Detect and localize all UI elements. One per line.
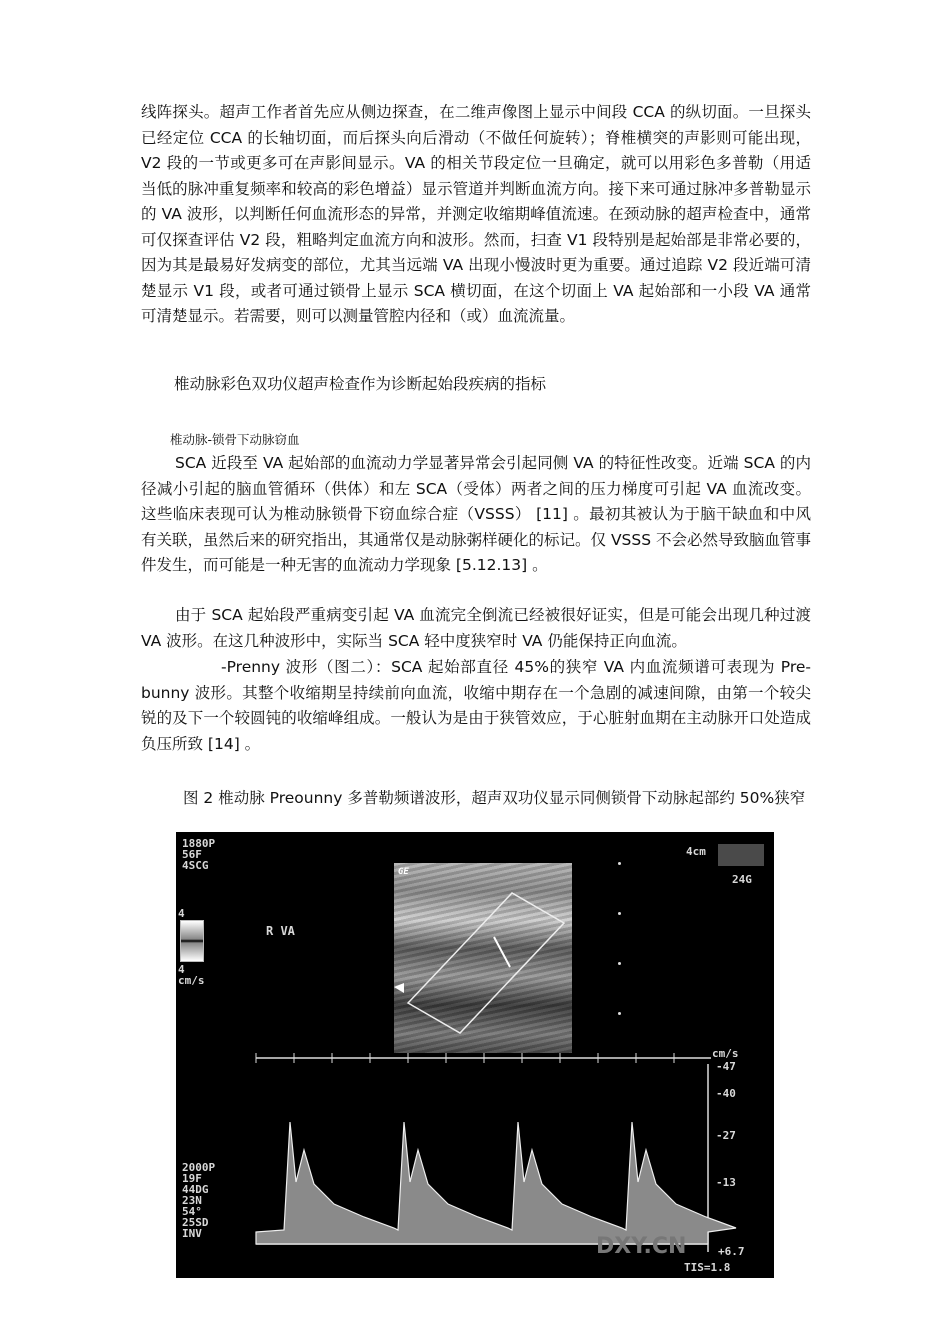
us-tick-label: +6.7 [718,1245,745,1258]
body-paragraph-4: -Prenny 波形（图二）：SCA 起始部直径 45%的狭窄 VA 内血流频谱可表现为 Pre-bunny 波形。其整个收缩期呈持续前向血流，收缩中期存在一个急剧的减速间隙，由第一个较尖锐的及下一个较圆钝的收缩峰组成。一般认为是由于狭管效应，于心脏射血期在主动脉开口处造成负压所致 [14] 。 [141,658,811,753]
doppler-spectrum [176,832,774,1278]
us-scale-unit: cm/s [712,1047,739,1060]
us-tick-label: -13 [716,1176,736,1189]
figure-caption: 图 2 椎动脉 Preounny 多普勒频谱波形，超声双功仪显示同侧锁骨下动脉起部约 50%狭窄 [183,789,806,807]
us-ge-mark: GE [398,867,409,877]
us-tick-label: -40 [716,1087,736,1100]
us-depth: 4cm [686,845,706,858]
us-tis: TIS=1.8 [684,1261,731,1274]
us-gain: 24G [732,873,752,886]
us-doppler-params: 2000P 19F 44DG 23N 54° 25SD INV [182,1161,216,1240]
us-color-scale-bottom: 4 cm/s [178,963,205,987]
us-color-scale-top: 4 [178,907,185,920]
us-top-left-params: 1880P 56F 4SCG [182,837,216,872]
doppler-waveform [256,1122,736,1244]
section-heading: 椎动脉彩色双功仪超声检查作为诊断起始段疾病的指标 [174,375,547,393]
us-tick-label: -47 [716,1060,736,1073]
body-paragraph-2: SCA 近段至 VA 起始部的血流动力学显著异常会引起同侧 VA 的特征性改变。近端 SCA 的内径减小引起的脑血管循环（供体）和左 SCA（受体）两者之间的压力梯度可引起 VA 血流改变。这些临床表现可认为椎动脉锁骨下窃血综合症（VSSS） [11] 。最初其被认为于脑干缺血和中风有关联，虽然后来的研究指出，其通常仅是动脉粥样硬化的标记。仅 VSSS 不会必然导致脑血管事件发生，而可能是一种无害的血流动力学现象 [5.12.13] 。 [141,454,811,574]
us-watermark: DXY.CN [596,1234,687,1259]
us-label-rva: R VA [266,924,295,938]
body-paragraph-1: 线阵探头。超声工作者首先应从侧边探查，在二维声像图上显示中间段 CCA 的纵切面。一旦探头已经定位 CCA 的长轴切面，而后探头向后滑动（不做任何旋转）；脊椎横突的声影则可能出现，V2 段的一节或更多可在声影间显示。VA 的相关节段定位一旦确定，就可以用彩色多普勒（用适当低的脉冲重复频率和较高的彩色增益）显示管道并判断血流方向。接下来可通过脉冲多普勒显示的 VA 波形，以判断任何血流形态的异常，并测定收缩期峰值流速。在颈动脉的超声检查中，通常可仅探查评估 V2 段，粗略判定血流方向和波形。然而，扫查 V1 段特别是起始部是非常必要的，因为其是最易好发病变的部位，尤其当远端 VA 出现小慢波时更为重要。通过追踪 V2 段近端可清楚显示 V1 段，或者可通过锁骨上显示 SCA 横切面，在这个切面上 VA 起始部和一小段 VA 通常可清楚显示。若需要，则可以测量管腔内径和（或）血流流量。 [141,103,811,325]
section-subheading: 椎动脉-锁骨下动脉窃血 [170,432,300,447]
body-paragraph-3: 由于 SCA 起始段严重病变引起 VA 血流完全倒流已经被很好证实，但是可能会出现几种过渡 VA 波形。在这几种波形中，实际当 SCA 轻中度狭窄时 VA 仍能保持正向血流。 [141,606,811,650]
ultrasound-figure [176,832,774,1278]
us-tick-label: -27 [716,1129,736,1142]
